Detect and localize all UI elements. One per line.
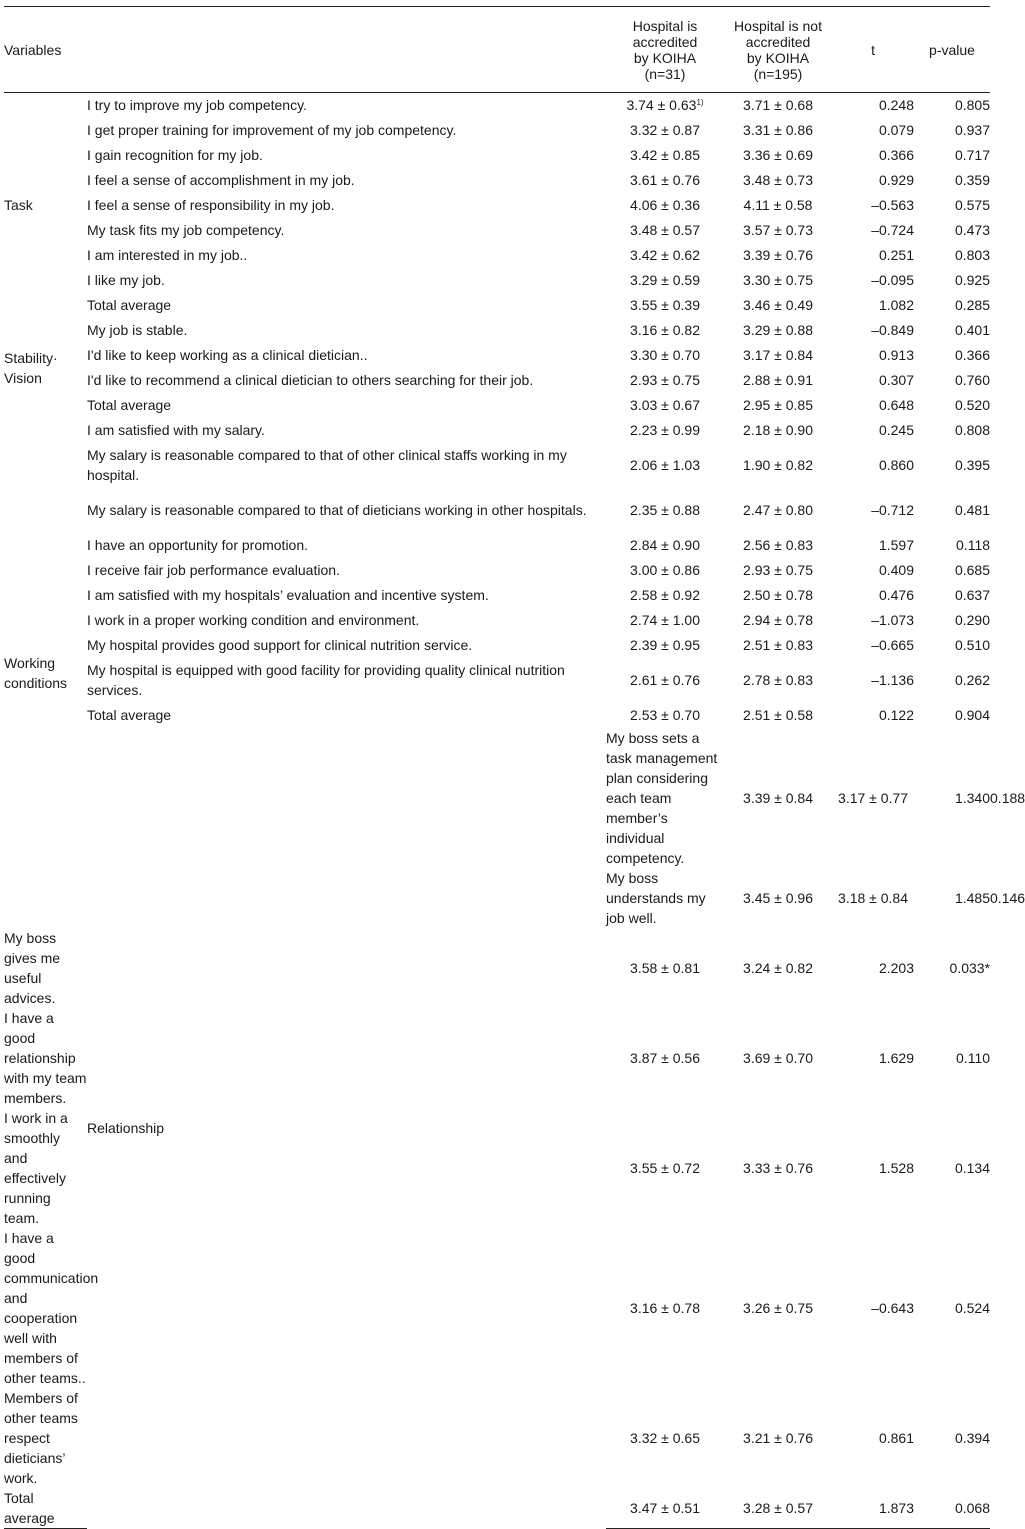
t-value: 2.203 [878,959,915,976]
header-accredited-line: by KOIHA [633,49,697,66]
t-value: –0.712 [871,502,915,518]
accredited-value: 3.42 ± 0.85 [630,147,700,163]
item-text: I have a good communication and cooperation well with members of other teams.. [4,1229,99,1386]
header-variables: Variables [4,7,606,93]
item-text: I feel a sense of responsibility in my job. [87,197,335,213]
p-value: 0.033* [949,959,991,976]
t-value: 0.860 [878,457,915,473]
accredited-mean-sd [606,558,724,583]
t-value: 0.307 [878,372,915,388]
table-row [4,443,990,488]
item-text: I work in a proper working condition and environment. [87,612,420,628]
p-value: 0.359 [954,172,991,188]
accredited-mean-sd [606,488,724,533]
item-text: My task fits my job competency. [87,222,285,238]
t-value: –1.073 [871,612,915,628]
p-value: 0.937 [954,122,991,138]
accredited-mean-sd [606,928,724,1008]
table-row [4,93,990,118]
table-row [4,368,990,393]
category-label: Stability· Vision [4,349,58,386]
item-text: My boss understands my job well. [606,869,706,926]
item-text: I'd like to recommend a clinical dietician to others searching for their job. [87,372,534,388]
accredited-value: 3.45 ± 0.96 [743,889,813,906]
table-row [4,293,990,318]
table-row: Relationship My boss sets a task management plan considering each team member’s individual competency. 3.39 ± 0.84 3.17 ± 0.77 1.340 0.188 [4,728,990,868]
not-accredited-mean-sd: 3.29 ± 0.88 [743,322,813,338]
not-accredited-mean-sd: 3.71 ± 0.68 [743,97,813,114]
accredited-mean-sd [606,418,724,443]
accredited-value: 4.06 ± 0.36 [630,197,700,213]
category-label: Relationship [87,1119,165,1136]
table-header [4,7,990,93]
accredited-mean-sd [606,193,724,218]
table-row [4,318,990,343]
p-value: 0.134 [954,1159,991,1176]
t-value: 1.340 [954,789,991,806]
t-value: 0.122 [878,707,915,723]
accredited-mean-sd [606,93,724,118]
t-value: 1.629 [878,1049,915,1066]
header-accredited [606,7,724,93]
not-accredited-mean-sd: 3.28 ± 0.57 [724,1488,832,1529]
p-value: 0.481 [954,502,991,518]
not-accredited-mean-sd: 3.57 ± 0.73 [743,222,813,238]
accredited-value: 3.58 ± 0.81 [630,959,700,976]
accredited-mean-sd [606,533,724,558]
t-value: 1.597 [878,537,915,553]
header-not-accredited [724,7,832,93]
not-accredited-mean-sd: 3.26 ± 0.75 [743,1299,813,1316]
not-accredited-mean-sd: 2.94 ± 0.78 [743,612,813,628]
not-accredited-mean-sd: 2.78 ± 0.83 [743,672,813,688]
accredited-mean-sd [606,443,724,488]
t-value: 1.485 [954,889,991,906]
t-value: 1.873 [832,1488,914,1529]
item-text: I gain recognition for my job. [87,147,263,163]
p-value: 0.805 [954,97,991,114]
accredited-mean-sd [606,218,724,243]
item-text: Total average [87,297,172,313]
p-value: 0.760 [954,372,991,388]
p-value: 0.366 [954,347,991,363]
t-value: 0.476 [878,587,915,603]
item-text: I feel a sense of accomplishment in my job. [87,172,355,188]
not-accredited-mean-sd: 3.36 ± 0.69 [743,147,813,163]
item-text: My boss gives me useful advices. [4,929,61,1006]
t-value: –0.724 [871,222,915,238]
item-text: I am interested in my job.. [87,247,248,263]
not-accredited-mean-sd: 2.56 ± 0.83 [743,537,813,553]
t-value: –0.665 [871,637,915,653]
p-value: 0.803 [954,247,991,263]
t-value: –0.095 [871,272,915,288]
not-accredited-mean-sd: 3.30 ± 0.75 [743,272,813,288]
p-value: 0.524 [954,1299,991,1316]
accredited-value: 2.53 ± 0.70 [630,707,700,723]
not-accredited-mean-sd: 3.17 ± 0.77 [838,789,908,806]
accredited-value: 3.32 ± 0.65 [630,1429,700,1446]
p-value: 0.685 [954,562,991,578]
p-value: 0.510 [954,637,991,653]
table-row [4,343,990,368]
p-value: 0.808 [954,422,991,438]
not-accredited-mean-sd: 3.46 ± 0.49 [743,297,813,313]
p-value: 0.717 [954,147,991,163]
accredited-value: 3.16 ± 0.78 [630,1299,700,1316]
accredited-value: 2.84 ± 0.90 [630,537,700,553]
accredited-mean-sd [606,168,724,193]
item-text: I get proper training for improvement of my job competency. [87,122,457,138]
item-text: I am satisfied with my salary. [87,422,265,438]
accredited-value: 3.29 ± 0.59 [630,272,700,288]
table-row [4,193,990,218]
table-row [4,633,990,658]
table-row: My boss understands my job well. 3.45 ± 0.96 3.18 ± 0.84 1.485 0.146 [606,869,1025,926]
accredited-mean-sd [606,1388,724,1488]
item-text: I receive fair job performance evaluation. [87,562,340,578]
item-text: Total average [87,397,172,413]
header-t: t [832,7,914,93]
accredited-mean-sd [606,1008,724,1108]
t-value: 0.648 [878,397,915,413]
category-label: Task [4,197,33,214]
table-row [4,268,990,293]
results-table [4,6,1025,1529]
accredited-value: 3.39 ± 0.84 [743,789,813,806]
t-value: 0.366 [878,147,915,163]
accredited-value: 2.58 ± 0.92 [630,587,700,603]
accredited-mean-sd [606,318,724,343]
accredited-mean-sd [606,393,724,418]
accredited-value: 3.47 ± 0.51 [630,1499,700,1516]
table-row [4,703,990,728]
p-value: 0.520 [954,397,991,413]
table-row [4,118,990,143]
t-value: 0.861 [878,1429,915,1446]
accredited-value: 3.16 ± 0.82 [630,322,700,338]
accredited-value: 3.30 ± 0.70 [630,347,700,363]
category-label: Working conditions [4,654,68,691]
t-value: –0.849 [871,322,915,338]
not-accredited-mean-sd: 4.11 ± 0.58 [743,197,813,213]
not-accredited-mean-sd: 3.21 ± 0.76 [743,1429,813,1446]
accredited-mean-sd [606,268,724,293]
t-value: 0.913 [878,347,915,363]
table-row [4,533,990,558]
t-value: –1.136 [871,672,915,688]
footnote-marker: 1) [696,98,704,108]
not-accredited-mean-sd: 3.69 ± 0.70 [743,1049,813,1066]
t-value: –0.643 [871,1299,915,1316]
t-value: 0.409 [878,562,915,578]
item-text: Members of other teams respect dieticians’ work. [4,1389,78,1486]
p-value: 0.395 [954,457,991,473]
p-value: 0.637 [954,587,991,603]
accredited-mean-sd [606,118,724,143]
header-accredited-line: accredited [632,33,698,50]
accredited-value: 2.39 ± 0.95 [630,637,700,653]
table-row [4,393,990,418]
header-not-accredited-line: accredited [745,33,811,50]
header-not-accredited-line: Hospital is not [734,17,822,34]
item-text: I work in a smoothly and effectively running team. [4,1109,68,1226]
table-row [4,608,990,633]
accredited-value: 2.06 ± 1.03 [630,457,700,473]
p-value: 0.118 [956,537,991,553]
table-row [4,143,990,168]
not-accredited-mean-sd: 2.50 ± 0.78 [743,587,813,603]
not-accredited-mean-sd: 3.33 ± 0.76 [743,1159,813,1176]
item-text: Total average [87,707,172,723]
accredited-value: 2.23 ± 0.99 [630,422,700,438]
item-text: Total average [4,1488,87,1529]
accredited-mean-sd [606,1228,724,1388]
accredited-mean-sd [606,608,724,633]
header-not-accredited-line: (n=195) [753,65,803,82]
accredited-value: 2.35 ± 0.88 [630,502,700,518]
item-text: I have a good relationship with my team members. [4,1009,87,1106]
t-value: 0.248 [878,97,915,114]
table-row [4,418,990,443]
p-value: 0.575 [954,197,991,213]
table-row [4,658,990,703]
not-accredited-mean-sd: 3.48 ± 0.73 [743,172,813,188]
accredited-mean-sd [606,583,724,608]
t-value: –0.563 [871,197,915,213]
table-row [4,168,990,193]
table-row [4,488,990,533]
not-accredited-mean-sd: 2.88 ± 0.91 [743,372,813,388]
item-text: I am satisfied with my hospitals’ evaluation and incentive system. [87,587,489,603]
not-accredited-mean-sd: 2.95 ± 0.85 [743,397,813,413]
accredited-value: 2.74 ± 1.00 [630,612,700,628]
accredited-value: 3.61 ± 0.76 [630,172,700,188]
not-accredited-mean-sd: 2.47 ± 0.80 [743,502,813,518]
p-value: 0.290 [954,612,991,628]
t-value: 0.245 [878,422,915,438]
accredited-value: 2.93 ± 0.75 [630,372,700,388]
accredited-mean-sd [606,368,724,393]
accredited-value: 3.55 ± 0.39 [630,297,700,313]
t-value: 1.528 [878,1159,915,1176]
table-row [4,243,990,268]
not-accredited-mean-sd: 2.51 ± 0.83 [743,637,813,653]
not-accredited-mean-sd: 3.18 ± 0.84 [838,889,908,906]
p-value: 0.473 [954,222,991,238]
accredited-mean-sd [606,293,724,318]
table-body [4,93,1025,1529]
not-accredited-mean-sd: 2.18 ± 0.90 [743,422,813,438]
t-value: 0.929 [878,172,915,188]
accredited-value: 3.03 ± 0.67 [630,397,700,413]
p-value: 0.068 [914,1488,990,1529]
table-row [4,218,990,243]
accredited-mean-sd [724,868,832,928]
not-accredited-mean-sd: 3.17 ± 0.84 [743,347,813,363]
accredited-value: 3.32 ± 0.87 [630,122,700,138]
accredited-value: 3.42 ± 0.62 [630,247,700,263]
header-accredited-line: Hospital is [632,17,698,34]
p-value: 0.401 [954,322,991,338]
accredited-mean-sd [606,658,724,703]
accredited-mean-sd [724,728,832,868]
header-p-value: p-value [914,7,990,93]
accredited-value: 2.61 ± 0.76 [630,672,700,688]
accredited-value: 3.48 ± 0.57 [630,222,700,238]
accredited-value: 3.55 ± 0.72 [630,1159,700,1176]
accredited-mean-sd [606,1108,724,1228]
t-value: 1.082 [878,297,915,313]
t-value: 0.251 [878,247,915,263]
header-not-accredited-line: by KOIHA [746,49,810,66]
accredited-mean-sd [606,1488,724,1529]
not-accredited-mean-sd: 1.90 ± 0.82 [743,457,813,473]
p-value: 0.394 [954,1429,991,1446]
not-accredited-mean-sd: 2.51 ± 0.58 [743,707,813,723]
item-text: My job is stable. [87,322,188,338]
accredited-value: 3.74 ± 0.63 [626,97,697,114]
item-text: My hospital provides good support for clinical nutrition service. [87,637,473,653]
item-text: I'd like to keep working as a clinical dietician.. [87,347,368,363]
not-accredited-mean-sd: 3.24 ± 0.82 [743,959,813,976]
item-text: My boss sets a task management plan considering each team member’s individual competency. [606,729,718,866]
p-value: 0.925 [954,272,991,288]
accredited-value: 3.00 ± 0.86 [630,562,700,578]
item-text: My hospital is equipped with good facility for providing quality clinical nutrition services. [87,662,565,698]
accredited-mean-sd [606,243,724,268]
header-accredited-line: (n=31) [644,65,686,82]
p-value: 0.110 [956,1049,991,1066]
accredited-mean-sd [606,143,724,168]
not-accredited-mean-sd: 2.93 ± 0.75 [743,562,813,578]
t-value: 0.079 [878,122,915,138]
item-text: I like my job. [87,272,165,288]
p-value: 0.904 [954,707,991,723]
item-text: My salary is reasonable compared to that of dieticians working in other hospitals. [87,502,587,518]
accredited-mean-sd [606,703,724,728]
p-value: 0.262 [954,672,991,688]
p-value: 0.285 [954,297,991,313]
item-text: I have an opportunity for promotion. [87,537,309,553]
accredited-value: 3.87 ± 0.56 [630,1049,700,1066]
item-text: My salary is reasonable compared to that of other clinical staffs working in my hospital. [87,447,567,483]
accredited-mean-sd [606,343,724,368]
table-row [4,583,990,608]
item-text: I try to improve my job competency. [87,97,307,114]
accredited-mean-sd [606,633,724,658]
table-row [4,558,990,583]
not-accredited-mean-sd: 3.39 ± 0.76 [743,247,813,263]
not-accredited-mean-sd: 3.31 ± 0.86 [743,122,813,138]
